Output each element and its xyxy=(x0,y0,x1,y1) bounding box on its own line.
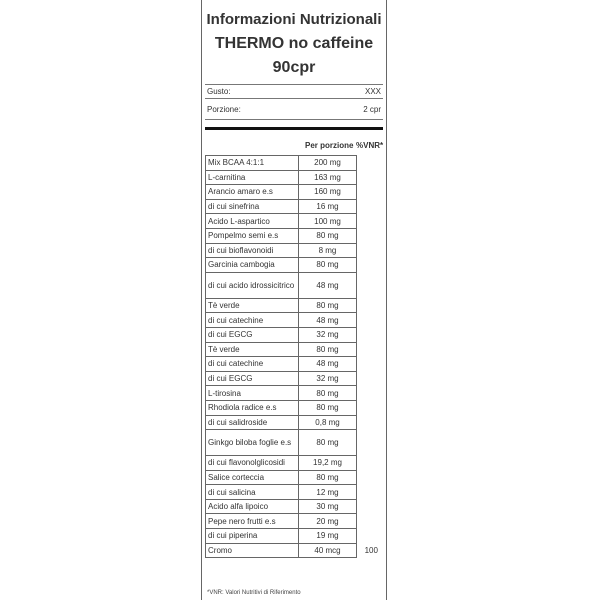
nutrient-vnr xyxy=(357,313,386,328)
nutrient-amount: 80 mg xyxy=(299,386,357,401)
nutrient-name: di cui salidroside xyxy=(206,415,299,430)
nutrient-amount: 20 mg xyxy=(299,514,357,529)
gusto-value: XXX xyxy=(364,87,381,96)
table-row xyxy=(206,386,386,401)
nutrient-vnr xyxy=(357,342,386,357)
nutrient-vnr xyxy=(357,386,386,401)
nutrient-vnr xyxy=(357,272,386,298)
nutrient-amount: 48 mg xyxy=(299,272,357,298)
nutrient-vnr xyxy=(357,456,386,471)
nutrient-vnr xyxy=(357,214,386,229)
table-row xyxy=(206,228,386,243)
nutrient-vnr xyxy=(357,499,386,514)
table-row xyxy=(206,243,386,258)
nutrient-name: di cui bioflavonoidi xyxy=(206,243,299,258)
nutrient-vnr xyxy=(357,514,386,529)
nutrient-amount: 80 mg xyxy=(299,228,357,243)
nutrient-amount: 19 mg xyxy=(299,529,357,544)
nutrient-amount: 19,2 mg xyxy=(299,456,357,471)
nutrient-name: di cui sinefrina xyxy=(206,199,299,214)
product-quantity: 90cpr xyxy=(272,59,316,76)
nutrient-name: di cui flavonolglicosidi xyxy=(206,456,299,471)
product-name: THERMO no caffeine xyxy=(214,35,374,52)
nutrient-name: Tè verde xyxy=(206,342,299,357)
nutrient-amount: 80 mg xyxy=(299,298,357,313)
table-row xyxy=(206,529,386,544)
nutrient-vnr xyxy=(357,400,386,415)
porzione-row xyxy=(207,105,381,114)
nutrient-vnr xyxy=(357,298,386,313)
nutrient-vnr xyxy=(357,371,386,386)
nutrient-name: L-tirosina xyxy=(206,386,299,401)
divider xyxy=(205,119,383,120)
nutrient-amount: 100 mg xyxy=(299,214,357,229)
column-header-vnr: %VNR* xyxy=(356,141,384,150)
nutrient-vnr xyxy=(357,485,386,500)
nutrient-vnr xyxy=(357,228,386,243)
nutrient-vnr xyxy=(357,327,386,342)
nutrient-name: Rhodiola radice e.s xyxy=(206,400,299,415)
nutrient-name: Pepe nero frutti e.s xyxy=(206,514,299,529)
nutrient-name: Ginkgo biloba foglie e.s xyxy=(206,430,299,456)
nutrient-amount: 163 mg xyxy=(299,170,357,185)
nutrient-vnr xyxy=(357,357,386,372)
nutrient-amount: 8 mg xyxy=(299,243,357,258)
table-row xyxy=(206,514,386,529)
nutrient-amount: 80 mg xyxy=(299,430,357,456)
nutrient-amount: 80 mg xyxy=(299,258,357,273)
gusto-label: Gusto: xyxy=(207,87,231,96)
nutrient-name: di cui catechine xyxy=(206,313,299,328)
nutrient-name: di cui EGCG xyxy=(206,327,299,342)
divider xyxy=(205,84,383,85)
table-row xyxy=(206,357,386,372)
nutrient-vnr xyxy=(357,185,386,200)
nutrient-vnr xyxy=(357,156,386,171)
nutrition-table xyxy=(205,155,386,558)
nutrient-vnr xyxy=(357,170,386,185)
panel-title: Informazioni Nutrizionali xyxy=(206,11,382,28)
column-header-per-porzione: Per porzione xyxy=(305,141,354,150)
nutrient-name: L-carnitina xyxy=(206,170,299,185)
nutrient-name: Mix BCAA 4:1:1 xyxy=(206,156,299,171)
nutrient-amount: 80 mg xyxy=(299,470,357,485)
table-row xyxy=(206,456,386,471)
divider xyxy=(205,98,383,99)
gusto-row xyxy=(207,87,381,96)
nutrient-vnr xyxy=(357,415,386,430)
table-row xyxy=(206,400,386,415)
table-row xyxy=(206,342,386,357)
table-row xyxy=(206,415,386,430)
nutrient-name: Acido L-aspartico xyxy=(206,214,299,229)
nutrient-amount: 160 mg xyxy=(299,185,357,200)
table-row xyxy=(206,199,386,214)
nutrient-amount: 48 mg xyxy=(299,313,357,328)
nutrient-name: di cui piperina xyxy=(206,529,299,544)
nutrient-name: Cromo xyxy=(206,543,299,558)
table-row xyxy=(206,156,386,171)
porzione-label: Porzione: xyxy=(207,105,241,114)
nutrient-amount: 12 mg xyxy=(299,485,357,500)
nutrient-amount: 32 mg xyxy=(299,327,357,342)
nutrient-amount: 0,8 mg xyxy=(299,415,357,430)
table-row xyxy=(206,470,386,485)
nutrient-name: Garcinia cambogia xyxy=(206,258,299,273)
nutrient-amount: 80 mg xyxy=(299,342,357,357)
nutrient-amount: 80 mg xyxy=(299,400,357,415)
footnote: *VNR: Valori Nutritivi di Riferimento xyxy=(207,590,301,596)
nutrient-amount: 32 mg xyxy=(299,371,357,386)
table-row xyxy=(206,258,386,273)
nutrient-name: Acido alfa lipoico xyxy=(206,499,299,514)
nutrient-name: di cui EGCG xyxy=(206,371,299,386)
table-row xyxy=(206,272,386,298)
nutrient-name: di cui catechine xyxy=(206,357,299,372)
nutrient-amount: 16 mg xyxy=(299,199,357,214)
nutrient-amount: 30 mg xyxy=(299,499,357,514)
nutrient-amount: 40 mcg xyxy=(299,543,357,558)
nutrient-name: Pompelmo semi e.s xyxy=(206,228,299,243)
nutrient-vnr: 100 xyxy=(364,545,378,555)
nutrient-vnr xyxy=(357,430,386,456)
table-row xyxy=(206,430,386,456)
nutrient-vnr xyxy=(357,199,386,214)
table-row xyxy=(206,485,386,500)
table-row xyxy=(206,371,386,386)
table-row xyxy=(206,170,386,185)
nutrition-facts-panel xyxy=(201,0,387,600)
porzione-value: 2 cpr xyxy=(363,105,381,114)
table-row xyxy=(206,499,386,514)
table-row xyxy=(206,543,386,558)
nutrient-name: Arancio amaro e.s xyxy=(206,185,299,200)
table-row xyxy=(206,298,386,313)
table-row xyxy=(206,313,386,328)
nutrient-name: Salice corteccia xyxy=(206,470,299,485)
nutrient-vnr xyxy=(357,470,386,485)
nutrient-amount: 200 mg xyxy=(299,156,357,171)
nutrient-vnr xyxy=(357,258,386,273)
nutrient-name: di cui salicina xyxy=(206,485,299,500)
nutrient-vnr xyxy=(357,243,386,258)
table-row xyxy=(206,214,386,229)
nutrient-name: di cui acido idrossicitrico xyxy=(206,272,299,298)
nutrient-name: Tè verde xyxy=(206,298,299,313)
table-row xyxy=(206,327,386,342)
nutrient-amount: 48 mg xyxy=(299,357,357,372)
table-row xyxy=(206,185,386,200)
nutrient-vnr xyxy=(357,529,386,544)
thick-divider xyxy=(205,127,383,130)
